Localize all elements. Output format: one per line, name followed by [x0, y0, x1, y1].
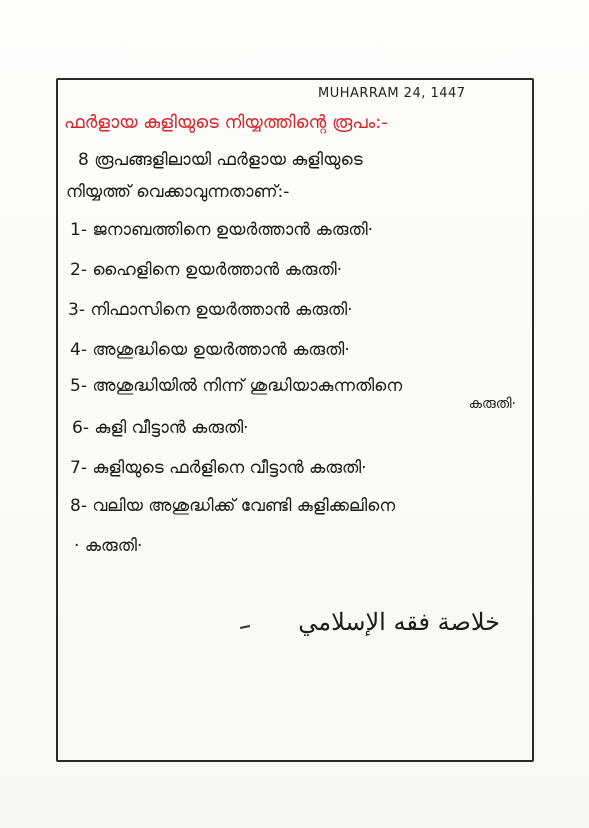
source-reference: خلاصة فقه الإسلامي: [298, 608, 500, 636]
list-item-1: 1- ജനാബത്തിനെ ഉയർത്താൻ കരുതി·: [70, 220, 374, 240]
list-item-5-continuation: കരുതി·: [468, 396, 516, 412]
list-item-8: 8- വലിയ അശുദ്ധിക്ക് വേണ്ടി കുളിക്കലിനെ: [70, 496, 396, 516]
date-label: MUHARRAM 24, 1447: [318, 86, 466, 101]
list-item-6: 6- കുളി വീട്ടാൻ കരുതി·: [72, 418, 249, 438]
list-item-5: 5- അശുദ്ധിയിൽ നിന്ന് ശുദ്ധിയാകുന്നതിനെ: [70, 376, 403, 396]
list-item-7: 7- കുളിയുടെ ഫർളിനെ വീട്ടാൻ കരുതി·: [70, 458, 367, 478]
list-item-2: 2- ഹൈളിനെ ഉയർത്താൻ കരുതി·: [70, 260, 343, 280]
intro-line-1: 8 രൂപങ്ങളിലായി ഫർളായ കുളിയുടെ: [78, 150, 363, 170]
list-item-3: 3- നിഫാസിനെ ഉയർത്താൻ കരുതി·: [68, 300, 353, 320]
list-item-8-continuation: · കരുതി·: [74, 536, 143, 556]
page-title: ഫർളായ കുളിയുടെ നിയ്യത്തിന്റെ രൂപം:-: [64, 112, 388, 133]
list-item-4: 4- അശുദ്ധിയെ ഉയർത്താൻ കരുതി·: [70, 340, 350, 360]
intro-line-2: നിയ്യത്ത് വെക്കാവുന്നതാണ്:-: [66, 182, 290, 202]
